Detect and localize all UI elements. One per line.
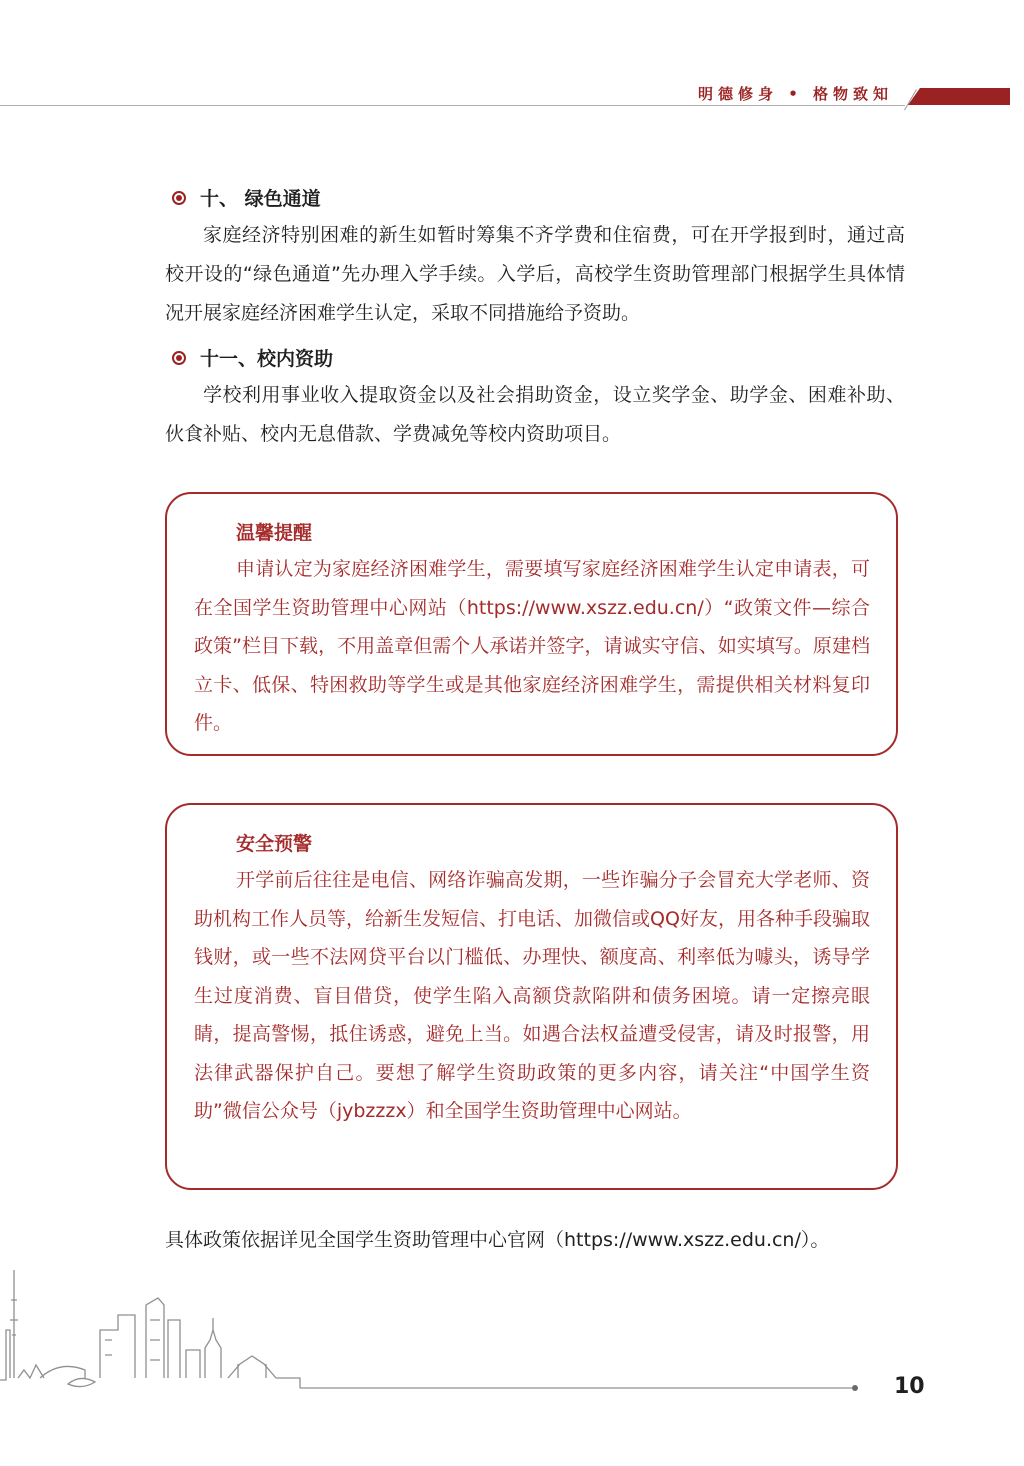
- warning-box-text: 开学前后往往是电信、网络诈骗高发期，一些诈骗分子会冒充大学老师、资助机构工作人员等，给新生发短信、打电话、加微信或QQ好友，用各种手段骗取钱财，或一些不法网贷平台以门槛低、办理快、额度高、利率低为噱头，诱导学生过度消费、盲目借贷，使学生陷入高额贷款陷阱和债务困境。请一定擦亮眼睛，提高警惕，抵住诱惑，避免上当。如遇合法权益遭受侵害，请及时报警，用法律武器保护自己。要想了解学生资助政策的更多内容，请关注“中国学生资助”微信公众号（jybzzzx）和全国学生资助管理中心网站。: [194, 869, 870, 1122]
- header-motto: 明德修身 • 格物致知: [698, 85, 894, 103]
- warning-box-title: 安全预警: [236, 833, 313, 855]
- reminder-box-text: 申请认定为家庭经济困难学生，需要填写家庭经济困难学生认定申请表，可在全国学生资助管理中心网站（https://www.xszz.edu.cn/）“政策文件—综合政策”栏目下载，不用盖章但需个人承诺并签字，请诚实守信、如实填写。原建档立卡、低保、特困救助等学生或是其他家庭经济困难学生，需提供相关材料复印件。: [194, 558, 870, 734]
- target-bullet-icon: [172, 191, 186, 205]
- header-accent-bar: [908, 88, 1010, 105]
- section-paragraph-green-channel: 家庭经济特别困难的新生如暂时筹集不齐学费和住宿费，可在开学报到时，通过高校开设的“绿色通道”先办理入学手续。入学后，高校学生资助管理部门根据学生具体情况开展家庭经济困难学生认定，采取不同措施给予资助。: [165, 224, 905, 324]
- footer-policy-note: 具体政策依据详见全国学生资助管理中心官网（https://www.xszz.edu.cn/）。: [165, 1229, 830, 1251]
- reminder-box-title: 温馨提醒: [236, 522, 313, 544]
- reminder-box: [165, 492, 898, 756]
- header-rule: [0, 105, 905, 106]
- section-heading-green-channel: [172, 184, 321, 211]
- target-bullet-icon: [172, 351, 186, 365]
- section-heading-campus-aid: [172, 344, 333, 371]
- warning-box: [165, 803, 898, 1190]
- page-number: 10: [894, 1374, 925, 1399]
- section-paragraph-campus-aid: 学校利用事业收入提取资金以及社会捐助资金，设立奖学金、助学金、困难补助、伙食补贴、校内无息借款、学费减免等校内资助项目。: [165, 384, 905, 445]
- section-heading-text: 十一、校内资助: [200, 348, 334, 370]
- section-heading-text: 十、 绿色通道: [200, 188, 321, 210]
- city-skyline-illustration: [0, 1260, 870, 1400]
